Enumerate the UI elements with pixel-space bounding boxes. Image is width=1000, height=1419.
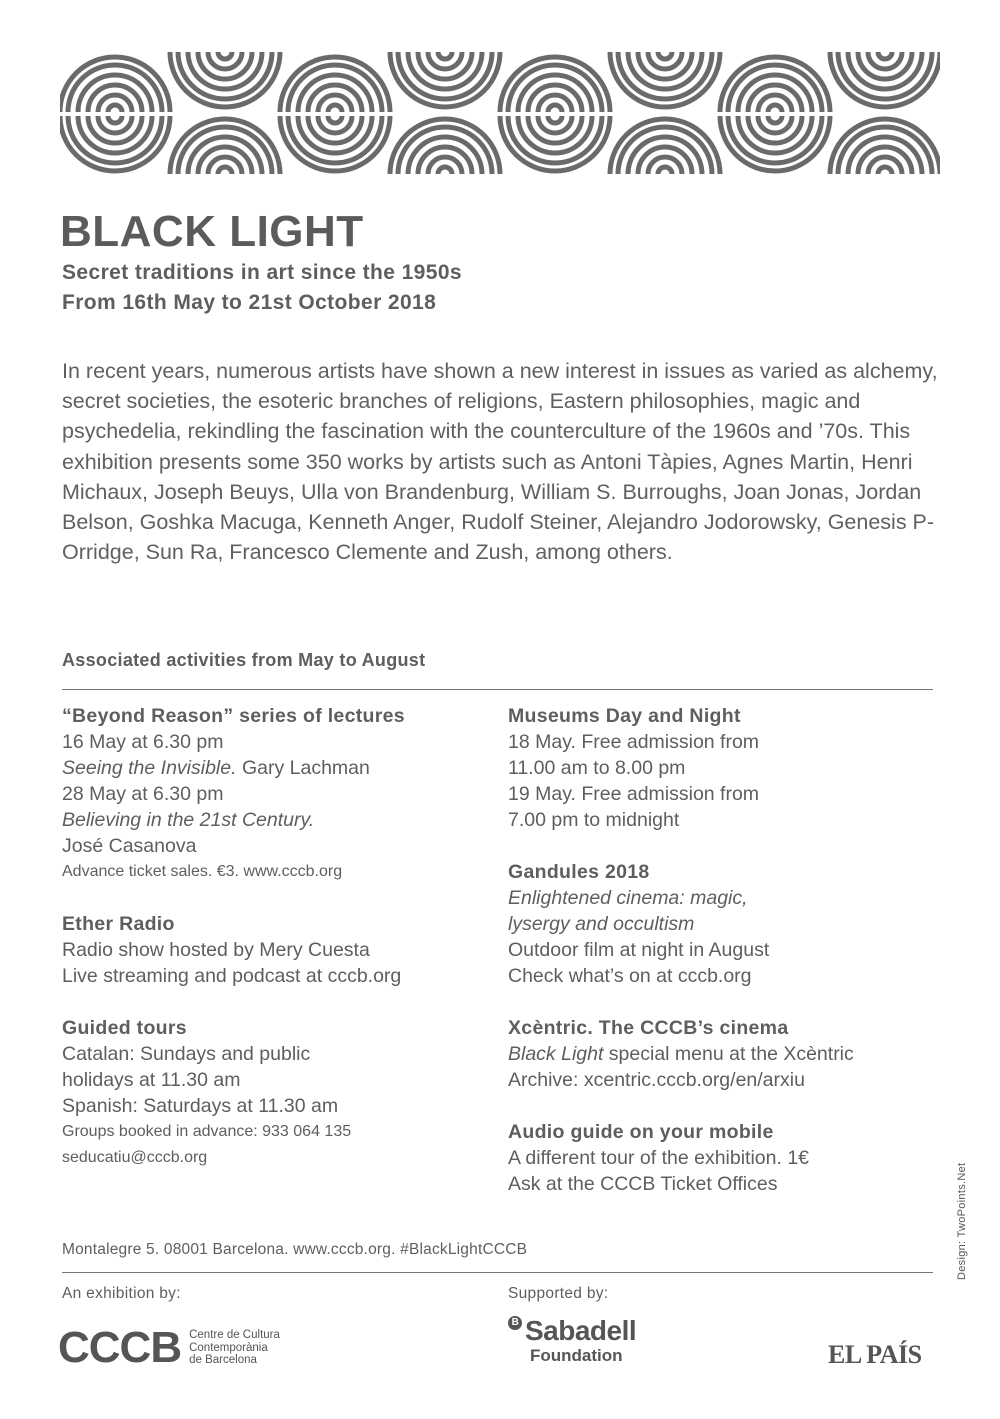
arc-stroke	[438, 167, 452, 174]
activity-line: 18 May. Free admission from	[508, 731, 760, 753]
activity-line: holidays at 11.30 am	[62, 1069, 241, 1091]
activity-gandules	[508, 859, 938, 989]
cccb-name-line: de Barcelona	[189, 1354, 257, 1367]
activity-line: Outdoor film at night in August	[508, 939, 770, 961]
arc-motif-bottom	[390, 119, 500, 174]
activity-title: Ether Radio	[62, 913, 175, 935]
sabadell-icon: B	[508, 1316, 522, 1330]
supported-by-label: Supported by:	[508, 1285, 609, 1302]
activity-title: Museums Day and Night	[508, 705, 741, 727]
activity-guided-tours	[62, 1015, 492, 1171]
activity-line: A different tour of the exhibition. 1€	[508, 1147, 810, 1169]
activity-line	[62, 755, 492, 781]
activity-audio-guide	[508, 1119, 938, 1197]
activity-line: Live streaming and podcast at cccb.org	[62, 965, 402, 987]
arc-motif-top	[60, 57, 170, 112]
arc-motif-top	[830, 52, 940, 107]
arc-pattern-banner	[60, 50, 940, 175]
activity-ether-radio	[62, 911, 492, 989]
activity-title: Guided tours	[62, 1017, 187, 1039]
arc-motif-bottom	[720, 116, 830, 171]
activity-line: 11.00 am to 8.00 pm	[508, 757, 686, 779]
arc-motif-bottom	[280, 116, 390, 171]
arc-motif-bottom	[830, 119, 940, 174]
intro-paragraph: In recent years, numerous artists have shown a new interest in issues as varied as alchemy, secret societies, the esoteric branches of religions, Eastern philosophies, magic and psychedelia, rekindling the fascination with the counterculture of the 1960s and ’70s. This exhibition presents some 350 works by artists such as Antoni Tàpies, Agnes Martin, Henri Michaux, Joseph Beuys, Ulla von Brandenburg, William S. Burroughs, Joan Jonas, Jordan Belson, Goshka Macuga, Kenneth Anger, Rudolf Steiner, Alejandro Jodorowsky, Genesis P-Orridge, Sun Ra, Francesco Clemente and Zush, among others.	[62, 359, 938, 565]
arc-stroke	[768, 116, 782, 123]
ticket-note: Advance ticket sales. €3. www.cccb.org	[62, 863, 343, 880]
design-credit: Design: TwoPoints.Net	[956, 1162, 968, 1280]
lecture-title: Seeing the Invisible.	[62, 757, 237, 779]
arc-stroke	[768, 105, 782, 112]
page-title: BLACK LIGHT	[60, 207, 364, 256]
exhibition-by-label: An exhibition by:	[62, 1285, 181, 1302]
arc-motif-top	[170, 52, 280, 107]
elpais-logo: EL PAÍS	[828, 1340, 922, 1369]
activities-heading: Associated activities from May to August	[62, 650, 426, 670]
arc-stroke	[108, 105, 122, 112]
arc-motif-bottom	[500, 116, 610, 171]
activity-line: lysergy and occultism	[508, 913, 695, 935]
divider	[62, 689, 933, 690]
activity-lectures	[62, 703, 492, 885]
contact-email: seducatiu@cccb.org	[62, 1149, 208, 1166]
arc-stroke	[108, 116, 122, 123]
arc-stroke	[328, 116, 342, 123]
cccb-full-name	[189, 1329, 280, 1367]
activity-line: Enlightened cinema: magic,	[508, 887, 748, 909]
activity-line: Catalan: Sundays and public	[62, 1043, 311, 1065]
arc-motif-top	[610, 52, 720, 107]
activity-museums-day-night	[508, 703, 938, 833]
activity-title: Audio guide on your mobile	[508, 1121, 774, 1143]
arc-stroke	[218, 52, 232, 59]
arc-stroke	[658, 167, 672, 174]
arc-stroke	[328, 105, 342, 112]
cccb-name-line: Centre de Cultura	[189, 1329, 280, 1342]
activity-line	[508, 1041, 938, 1067]
activity-line: 28 May at 6.30 pm	[62, 783, 224, 805]
sabadell-name: Sabadell	[525, 1315, 637, 1346]
activity-title: “Beyond Reason” series of lectures	[62, 705, 405, 727]
cccb-logo	[58, 1323, 280, 1372]
activities-left-column	[62, 703, 492, 1197]
arc-stroke	[438, 52, 452, 59]
arc-stroke	[548, 116, 562, 123]
arc-motif-bottom	[60, 116, 170, 171]
groups-note: Groups booked in advance: 933 064 135	[62, 1123, 352, 1140]
arc-stroke	[878, 52, 892, 59]
activity-line: Archive: xcentric.cccb.org/en/arxiu	[508, 1069, 805, 1091]
exhibition-name: Black Light	[508, 1043, 604, 1065]
exhibition-dates: From 16th May to 21st October 2018	[62, 291, 437, 314]
activity-title: Gandules 2018	[508, 861, 650, 883]
sabadell-wordmark	[508, 1316, 636, 1346]
lecture-title: Believing in the 21st Century.	[62, 809, 315, 831]
arc-motif-top	[720, 57, 830, 112]
activity-xcentric	[508, 1015, 938, 1093]
arc-motif-top	[500, 57, 610, 112]
arc-stroke	[878, 167, 892, 174]
activity-line: 19 May. Free admission from	[508, 783, 760, 805]
arc-stroke	[548, 105, 562, 112]
activity-line-rest: special menu at the Xcèntric	[603, 1043, 854, 1065]
subtitle: Secret traditions in art since the 1950s	[62, 261, 462, 284]
activities-right-column	[508, 703, 938, 1223]
arc-motif-top	[390, 52, 500, 107]
activity-line: 16 May at 6.30 pm	[62, 731, 224, 753]
arc-motif-top	[280, 57, 390, 112]
arc-stroke	[658, 52, 672, 59]
activity-line: Check what’s on at cccb.org	[508, 965, 752, 987]
cccb-logo-mark: CCCB	[58, 1323, 182, 1372]
activity-line: Radio show hosted by Mery Cuesta	[62, 939, 370, 961]
activity-title: Xcèntric. The CCCB’s cinema	[508, 1017, 789, 1039]
sabadell-foundation-label: Foundation	[530, 1346, 623, 1365]
cccb-name-line: Contemporània	[189, 1341, 268, 1354]
lecturer: Gary Lachman	[236, 757, 370, 779]
activity-line: Spanish: Saturdays at 11.30 am	[62, 1095, 339, 1117]
arc-stroke	[218, 167, 232, 174]
venue-address: Montalegre 5. 08001 Barcelona. www.cccb.org. #BlackLightCCCB	[62, 1241, 528, 1258]
activity-line: Ask at the CCCB Ticket Offices	[508, 1173, 778, 1195]
divider	[62, 1272, 933, 1273]
sabadell-foundation-logo	[508, 1316, 636, 1366]
arc-motif-bottom	[170, 119, 280, 174]
lecturer: José Casanova	[62, 835, 197, 857]
arc-motif-bottom	[610, 119, 720, 174]
activity-line: 7.00 pm to midnight	[508, 809, 680, 831]
